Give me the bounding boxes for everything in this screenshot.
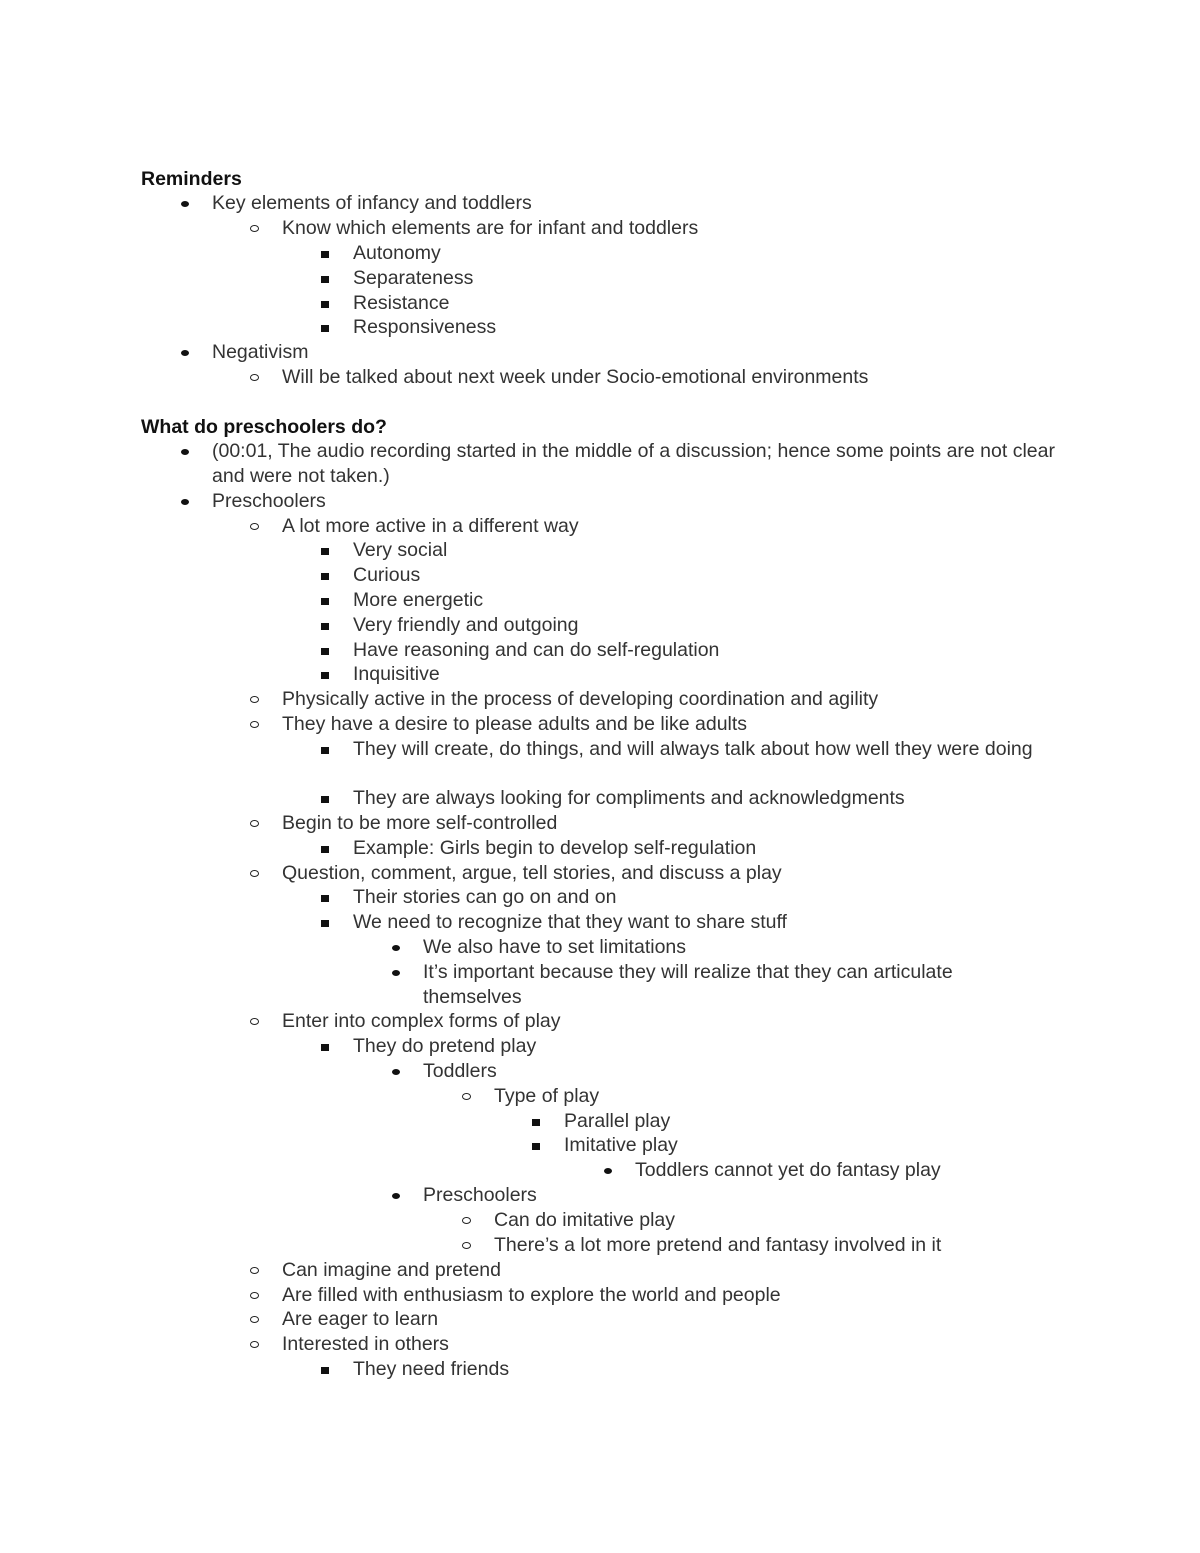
bullet-circle-icon — [250, 696, 259, 703]
list-item: Their stories can go on and on — [353, 885, 1073, 910]
bullet-square-icon — [321, 648, 329, 655]
bullet-disc-icon — [181, 201, 189, 207]
list-item: Interested in others — [282, 1332, 1072, 1357]
bullet-square-icon — [321, 623, 329, 630]
list-item: Inquisitive — [353, 662, 1073, 687]
list-item: Separateness — [353, 266, 1093, 291]
list-item: They will create, do things, and will always talk about how well they were doing — [353, 737, 1063, 762]
list-item: Key elements of infancy and toddlers — [212, 191, 1092, 216]
bullet-disc-icon — [181, 350, 189, 356]
list-item: There’s a lot more pretend and fantasy involved in it — [494, 1233, 1074, 1258]
bullet-circle-icon — [250, 721, 259, 728]
bullet-disc-icon — [181, 499, 189, 505]
section-heading-preschoolers: What do preschoolers do? — [141, 416, 387, 438]
bullet-circle-icon — [250, 870, 259, 877]
list-item: Are eager to learn — [282, 1307, 1072, 1332]
bullet-disc-icon — [392, 1069, 400, 1075]
list-item: We also have to set limitations — [423, 935, 1073, 960]
list-item: A lot more active in a different way — [282, 514, 1072, 539]
bullet-circle-icon — [250, 1316, 259, 1323]
bullet-square-icon — [321, 251, 329, 258]
list-item: Example: Girls begin to develop self-regulation — [353, 836, 1073, 861]
bullet-square-icon — [321, 796, 329, 803]
bullet-square-icon — [321, 672, 329, 679]
bullet-square-icon — [321, 1367, 329, 1374]
bullet-square-icon — [321, 895, 329, 902]
bullet-disc-icon — [392, 945, 400, 951]
list-item: Resistance — [353, 291, 1093, 316]
bullet-circle-icon — [250, 225, 259, 232]
bullet-square-icon — [321, 1044, 329, 1051]
bullet-circle-icon — [462, 1217, 471, 1224]
list-item: Begin to be more self-controlled — [282, 811, 1072, 836]
list-item: Type of play — [494, 1084, 1074, 1109]
bullet-disc-icon — [392, 970, 400, 976]
bullet-square-icon — [321, 598, 329, 605]
list-item: Have reasoning and can do self-regulation — [353, 638, 1073, 663]
bullet-disc-icon — [604, 1168, 612, 1174]
list-item: More energetic — [353, 588, 1073, 613]
bullet-disc-icon — [392, 1193, 400, 1199]
bullet-circle-icon — [462, 1093, 471, 1100]
bullet-disc-icon — [181, 449, 189, 455]
list-item: Toddlers cannot yet do fantasy play — [635, 1158, 1075, 1183]
bullet-square-icon — [321, 548, 329, 555]
bullet-circle-icon — [250, 1292, 259, 1299]
list-item: Autonomy — [353, 241, 1093, 266]
bullet-square-icon — [321, 920, 329, 927]
list-item: Question, comment, argue, tell stories, and discuss a play — [282, 861, 1072, 886]
list-item: They need friends — [353, 1357, 1073, 1382]
bullet-circle-icon — [250, 1341, 259, 1348]
list-item: Responsiveness — [353, 315, 1093, 340]
list-item: Very social — [353, 538, 1073, 563]
bullet-circle-icon — [462, 1242, 471, 1249]
bullet-circle-icon — [250, 523, 259, 530]
bullet-circle-icon — [250, 1018, 259, 1025]
list-item: Toddlers — [423, 1059, 1073, 1084]
list-item: Can do imitative play — [494, 1208, 1074, 1233]
bullet-square-icon — [321, 747, 329, 754]
list-item: Can imagine and pretend — [282, 1258, 1072, 1283]
list-item: They are always looking for compliments and acknowledgments — [353, 786, 1073, 811]
bullet-square-icon — [321, 573, 329, 580]
list-item: (00:01, The audio recording started in the middle of a discussion; hence some points are not clear and were not taken.) — [212, 439, 1072, 489]
list-item: Imitative play — [564, 1133, 1074, 1158]
bullet-square-icon — [321, 301, 329, 308]
list-item: Parallel play — [564, 1109, 1074, 1134]
bullet-square-icon — [532, 1119, 540, 1126]
bullet-circle-icon — [250, 374, 259, 381]
list-item: Curious — [353, 563, 1073, 588]
list-item: They have a desire to please adults and be like adults — [282, 712, 1072, 737]
list-item: They do pretend play — [353, 1034, 1073, 1059]
list-item: Preschoolers — [212, 489, 1072, 514]
bullet-square-icon — [321, 325, 329, 332]
list-item: Very friendly and outgoing — [353, 613, 1073, 638]
bullet-square-icon — [321, 846, 329, 853]
list-item: Negativism — [212, 340, 1092, 365]
list-item: We need to recognize that they want to share stuff — [353, 910, 1073, 935]
section-heading-reminders: Reminders — [141, 168, 242, 190]
bullet-circle-icon — [250, 820, 259, 827]
bullet-square-icon — [532, 1143, 540, 1150]
list-item: Know which elements are for infant and toddlers — [282, 216, 1092, 241]
list-item: Preschoolers — [423, 1183, 1073, 1208]
list-item: Enter into complex forms of play — [282, 1009, 1072, 1034]
list-item: Will be talked about next week under Socio-emotional environments — [282, 365, 1092, 390]
bullet-square-icon — [321, 276, 329, 283]
bullet-circle-icon — [250, 1267, 259, 1274]
list-item: It’s important because they will realize that they can articulate themselves — [423, 960, 1028, 1010]
list-item: Physically active in the process of developing coordination and agility — [282, 687, 1072, 712]
list-item: Are filled with enthusiasm to explore the world and people — [282, 1283, 1072, 1308]
